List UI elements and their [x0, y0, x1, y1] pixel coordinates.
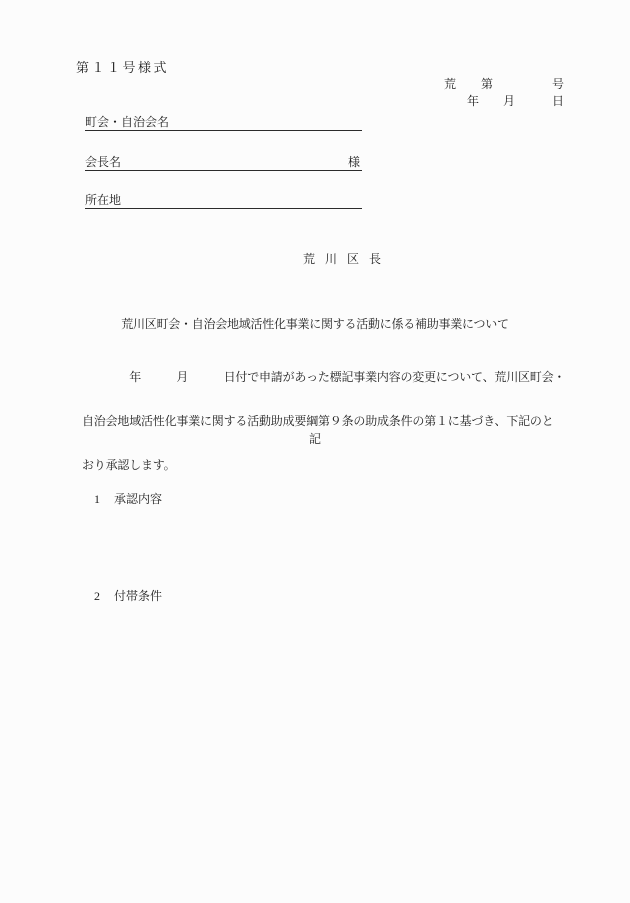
sama-honorific: 様 — [347, 155, 360, 169]
field-association-name — [85, 113, 362, 131]
item-2-label: 付帯条件 — [114, 589, 163, 603]
date-day-label: 日 — [552, 94, 565, 108]
item-1-number: 1 — [94, 492, 100, 506]
form-number: 第１１号様式 — [76, 60, 170, 75]
subject-title: 荒川区町会・自治会地域活性化事業に関する活動に係る補助事業について — [121, 317, 509, 331]
sender-arakawa-ward-mayor: 荒川区長 — [303, 252, 392, 266]
item-approval-content — [82, 481, 162, 517]
doc-number-suffix: 号 — [552, 77, 565, 91]
date-year-label: 年 — [467, 94, 480, 108]
address-label: 所在地 — [85, 193, 122, 207]
body-line-2: 自治会地域活性化事業に関する活動助成要綱第９条の助成条件の第１に基づき、下記のと — [82, 414, 554, 428]
chairman-name-label: 会長名 — [85, 155, 122, 169]
record-marker: 記 — [308, 432, 321, 446]
field-address — [85, 191, 362, 209]
item-attached-conditions — [82, 578, 162, 614]
field-chairman-name — [85, 153, 362, 171]
doc-number-org: 荒 — [444, 77, 457, 91]
body-line-3: おり承認します。 — [82, 458, 176, 472]
body-paragraph — [82, 343, 582, 499]
item-2-number: 2 — [94, 589, 100, 603]
association-name-label: 町会・自治会名 — [85, 115, 170, 129]
body-line-1: 年 月 日付で申請があった標記事業内容の変更について、荒川区町会・ — [82, 370, 566, 384]
date-month-label: 月 — [503, 94, 516, 108]
doc-number-prefix: 第 — [481, 77, 494, 91]
item-1-label: 承認内容 — [114, 492, 163, 506]
